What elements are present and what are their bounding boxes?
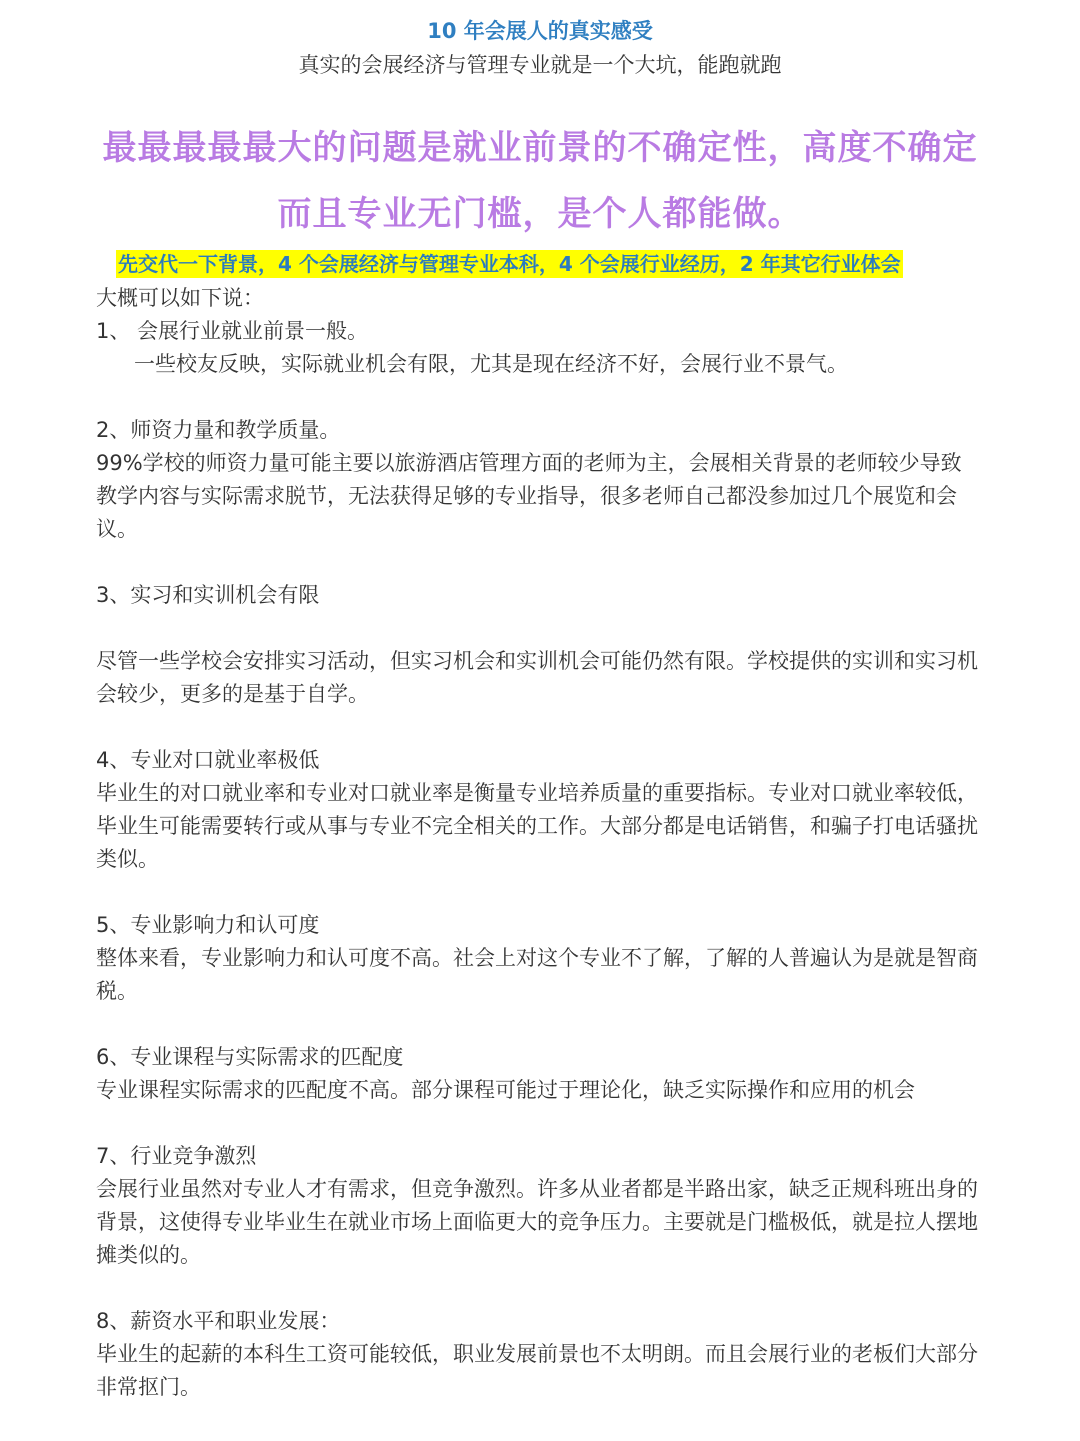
spacer bbox=[96, 876, 980, 909]
spacer bbox=[96, 1272, 980, 1305]
highlighted-text: 先交代一下背景，4 个会展经济与管理专业本科，4 个会展行业经历，2 年其它行业体会 bbox=[118, 252, 901, 276]
spacer bbox=[96, 381, 980, 414]
spacer bbox=[96, 1008, 980, 1041]
document-title: 10 年会展人的真实感受 bbox=[427, 19, 653, 43]
section-heading: 3、实习和实训机会有限 bbox=[96, 583, 320, 607]
section-body: 毕业生的对口就业率和专业对口就业率是衡量专业培养质量的重要指标。专业对口就业率较低，毕业生可能需要转行或从事与专业不完全相关的工作。大部分都是电话销售，和骗子打电话骚扰类似。 bbox=[96, 781, 978, 871]
document-subtitle: 真实的会展经济与管理专业就是一个大坑，能跑就跑 bbox=[298, 53, 782, 77]
spacer bbox=[96, 1107, 980, 1140]
spacer bbox=[96, 612, 980, 645]
section-heading: 4、专业对口就业率极低 bbox=[96, 748, 320, 772]
section-heading: 7、行业竞争激烈 bbox=[96, 1144, 257, 1168]
section-body: 专业课程实际需求的匹配度不高。部分课程可能过于理论化，缺乏实际操作和应用的机会 bbox=[96, 1078, 915, 1102]
article-body bbox=[96, 282, 980, 1404]
section-heading: 5、专业影响力和认可度 bbox=[96, 913, 320, 937]
section-heading: 6、专业课程与实际需求的匹配度 bbox=[96, 1045, 404, 1069]
background-note bbox=[116, 248, 903, 282]
headline-line-1: 最最最最最大的问题是就业前景的不确定性，高度不确定 bbox=[102, 128, 978, 168]
section-body: 99%学校的师资力量可能主要以旅游酒店管理方面的老师为主，会展相关背景的老师较少导致教学内容与实际需求脱节，无法获得足够的专业指导，很多老师自己都没参加过几个展览和会议。 bbox=[96, 451, 962, 541]
section-body: 会展行业虽然对专业人才有需求，但竞争激烈。许多从业者都是半路出家，缺乏正规科班出身的背景，这使得专业毕业生在就业市场上面临更大的竞争压力。主要就是门槛极低，就是拉人摆地摊类似的。 bbox=[96, 1177, 978, 1267]
headline-line-2: 而且专业无门槛，是个人都能做。 bbox=[277, 194, 803, 234]
section-heading: 1、 会展行业就业前景一般。 bbox=[96, 319, 369, 343]
section-heading: 2、师资力量和教学质量。 bbox=[96, 418, 341, 442]
section-body: 一些校友反映，实际就业机会有限，尤其是现在经济不好，会展行业不景气。 bbox=[134, 352, 848, 376]
spacer bbox=[96, 546, 980, 579]
section-heading: 8、薪资水平和职业发展： bbox=[96, 1309, 341, 1333]
spacer bbox=[96, 711, 980, 744]
section-body: 尽管一些学校会安排实习活动，但实习机会和实训机会可能仍然有限。学校提供的实训和实习机会较少，更多的是基于自学。 bbox=[96, 649, 978, 706]
section-body: 整体来看，专业影响力和认可度不高。社会上对这个专业不了解，了解的人普遍认为是就是智商税。 bbox=[96, 946, 978, 1003]
section-body: 毕业生的起薪的本科生工资可能较低，职业发展前景也不太明朗。而且会展行业的老板们大部分非常抠门。 bbox=[96, 1342, 978, 1399]
intro-text: 大概可以如下说： bbox=[96, 286, 264, 310]
